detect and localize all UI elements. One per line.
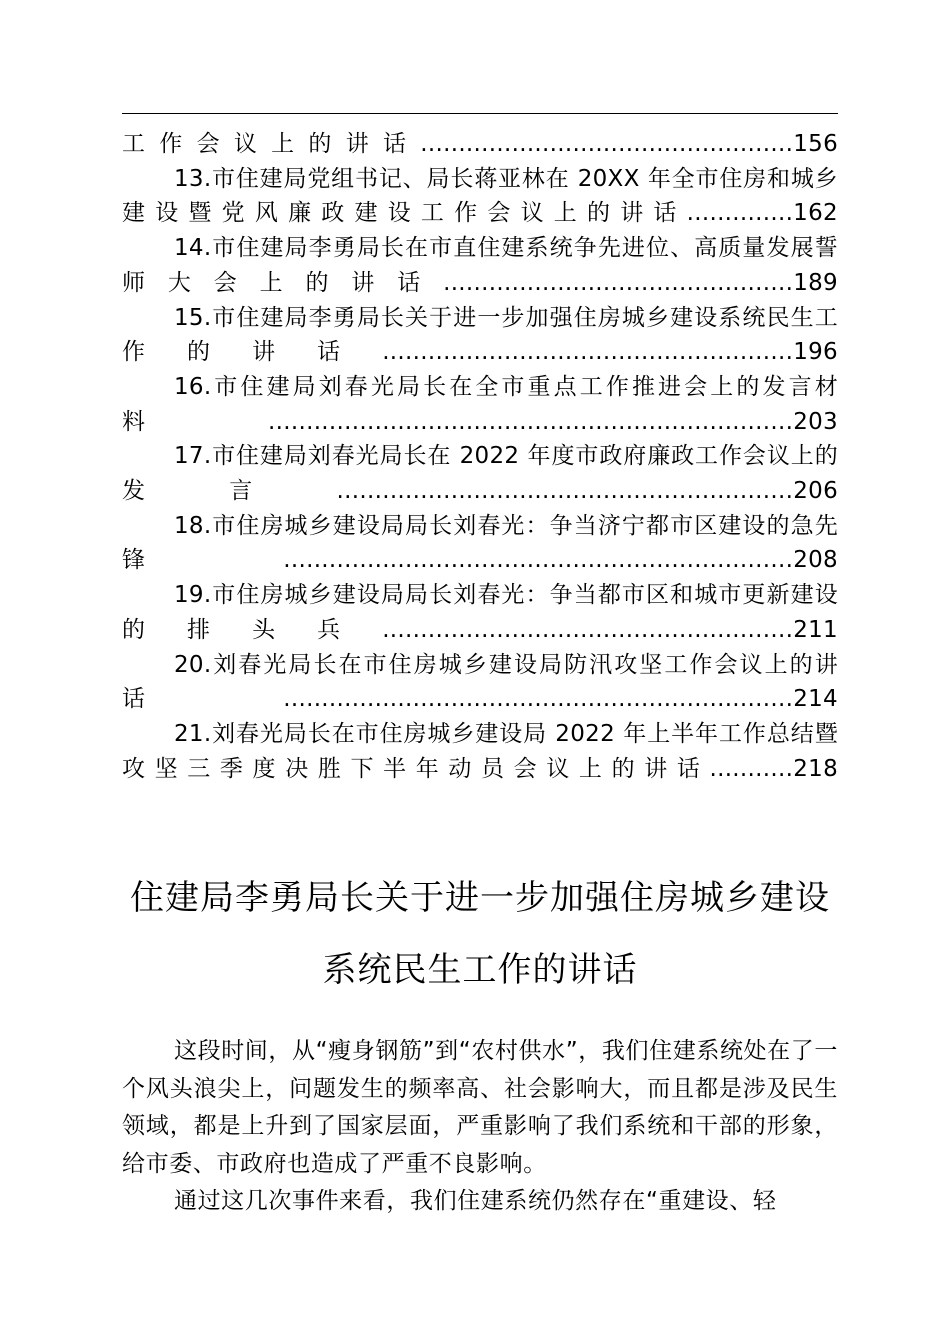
article-body bbox=[122, 1033, 838, 1221]
table-of-contents bbox=[122, 127, 838, 786]
toc-entry-19[interactable]: 19.市住房城乡建设局局长刘春光：争当都市区和城市更新建设的排头兵......................................................211 bbox=[122, 582, 838, 643]
toc-entry-21[interactable]: 21.刘春光局长在市住房城乡建设局 2022 年上半年工作总结暨攻坚三季度决胜下半年动员会议上的讲话...........218 bbox=[122, 720, 838, 782]
toc-entry-17[interactable]: 17.市住建局刘春光局长在 2022 年度市政府廉政工作会议上的发言............................................................206 bbox=[122, 443, 838, 505]
toc-entry[interactable]: 工作会议上的讲话.................................................156 bbox=[122, 131, 838, 157]
header-rule bbox=[122, 113, 838, 114]
toc-entry-13[interactable]: 13.市住建局党组书记、局长蒋亚林在 20XX 年全市住房和城乡建设暨党风廉政建设工作会议上的讲话..............162 bbox=[122, 165, 838, 227]
article-title-line-2: 系统民生工作的讲话 bbox=[322, 950, 638, 990]
toc-entry-14[interactable]: 14.市住建局李勇局长在市直住建系统争先进位、高质量发展誓师大会上的讲话..............................................189 bbox=[122, 235, 838, 296]
toc-entry-16[interactable]: 16.市住建局刘春光局长在全市重点工作推进会上的发言材料.....................................................................203 bbox=[122, 373, 838, 435]
toc-entry-15[interactable]: 15.市住建局李勇局长关于进一步加强住房城乡建设系统民生工作的讲话......................................................196 bbox=[122, 304, 838, 366]
toc-entry-18[interactable]: 18.市住房城乡建设局局长刘春光：争当济宁都市区建设的急先锋...................................................................208 bbox=[122, 512, 838, 574]
toc-entry-20[interactable]: 20.刘春光局长在市住房城乡建设局防汛攻坚工作会议上的讲话...................................................................214 bbox=[122, 651, 838, 713]
body-paragraph: 通过这几次事件来看，我们住建系统仍然存在“重建设、轻 bbox=[173, 1188, 777, 1214]
body-paragraph: 这段时间，从“瘦身钢筋”到“农村供水”，我们住建系统处在了一个风头浪尖上，问题发生的频率高、社会影响大，而且都是涉及民生领域，都是上升到了国家层面，严重影响了我们系统和干部的形象，给市委、市政府也造成了严重不良影响。 bbox=[122, 1038, 838, 1177]
article-title-line-1: 住建局李勇局长关于进一步加强住房城乡建设 bbox=[130, 878, 830, 918]
